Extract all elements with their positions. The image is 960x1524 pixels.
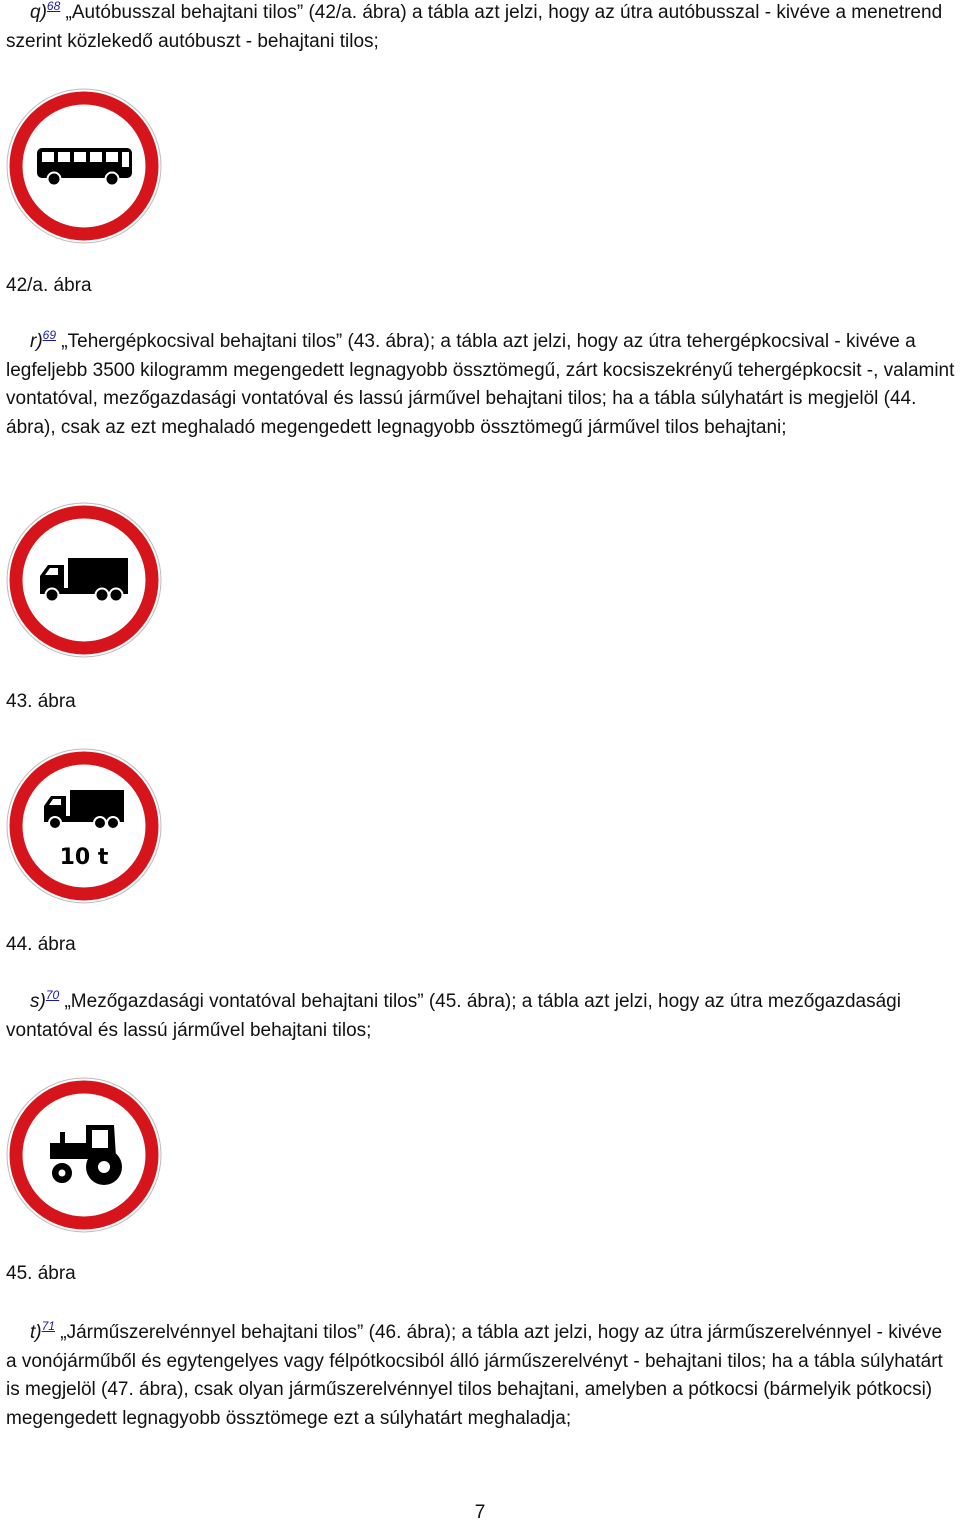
item-letter: t)	[30, 1322, 42, 1343]
no-tractors-sign	[6, 1077, 162, 1233]
item-letter: q)	[30, 2, 47, 23]
paragraph-text: „Tehergépkocsival behajtani tilos” (43. ábra); a tábla azt jelzi, hogy az útra tehergépkocsival - kivéve a legfeljebb 3500 kilogramm megengedett legnagyobb össztömegű, zárt kocsiszekrényű tehergépkocsit -, valamint vontatóval, mezőgazdasági vontatóval és lassú járművel behajtani tilos; ha a tábla súlyhatárt is megjelöl (44. ábra), csak az ezt meghaladó megengedett legnagyobb össztömegű járművel tilos behajtani;	[6, 331, 955, 438]
paragraph-s	[6, 988, 956, 1045]
footnote-link-71[interactable]: 71	[41, 1319, 55, 1333]
page-number: 7	[474, 1502, 486, 1523]
paragraph-r	[6, 328, 956, 442]
footnote-link-69[interactable]: 69	[42, 328, 57, 342]
figure-caption-43: 43. ábra	[6, 691, 76, 712]
figure-caption-44: 44. ábra	[6, 934, 76, 955]
figure-caption-45: 45. ábra	[6, 1263, 76, 1284]
no-trucks-weight-limit-sign	[6, 748, 162, 904]
paragraph-text: „Autóbusszal behajtani tilos” (42/a. ábra) a tábla azt jelzi, hogy az útra autóbusszal - kivéve a menetrend szerint közlekedő autóbuszt - behajtani tilos;	[6, 2, 943, 52]
paragraph-text: „Mezőgazdasági vontatóval behajtani tilos” (45. ábra); a tábla azt jelzi, hogy az útra mezőgazdasági vontatóval és lassú járművel behajtani tilos;	[6, 991, 901, 1041]
no-trucks-sign	[6, 502, 162, 658]
no-buses-sign	[6, 88, 162, 244]
footnote-link-70[interactable]: 70	[45, 988, 60, 1002]
item-letter: r)	[30, 331, 43, 352]
weight-limit-label: 10 t	[59, 845, 109, 870]
figure-caption-42a: 42/a. ábra	[6, 275, 92, 296]
item-letter: s)	[30, 991, 46, 1012]
paragraph-text: „Járműszerelvénnyel behajtani tilos” (46. ábra); a tábla azt jelzi, hogy az útra járműszerelvénnyel - kivéve a vonójárműből és egytengelyes vagy félpótkocsiból álló járműszerelvényt - behajtani tilos; ha a tábla súlyhatárt is megjelöl (47. ábra), csak olyan járműszerelvénnyel tilos behajtani, amelyben a pótkocsi (bármelyik pótkocsi) megengedett legnagyobb össztömege ezt a súlyhatárt meghaladja;	[6, 1322, 943, 1429]
paragraph-t	[6, 1319, 956, 1433]
footnote-link-68[interactable]: 68	[46, 0, 61, 13]
paragraph-q	[6, 0, 956, 56]
